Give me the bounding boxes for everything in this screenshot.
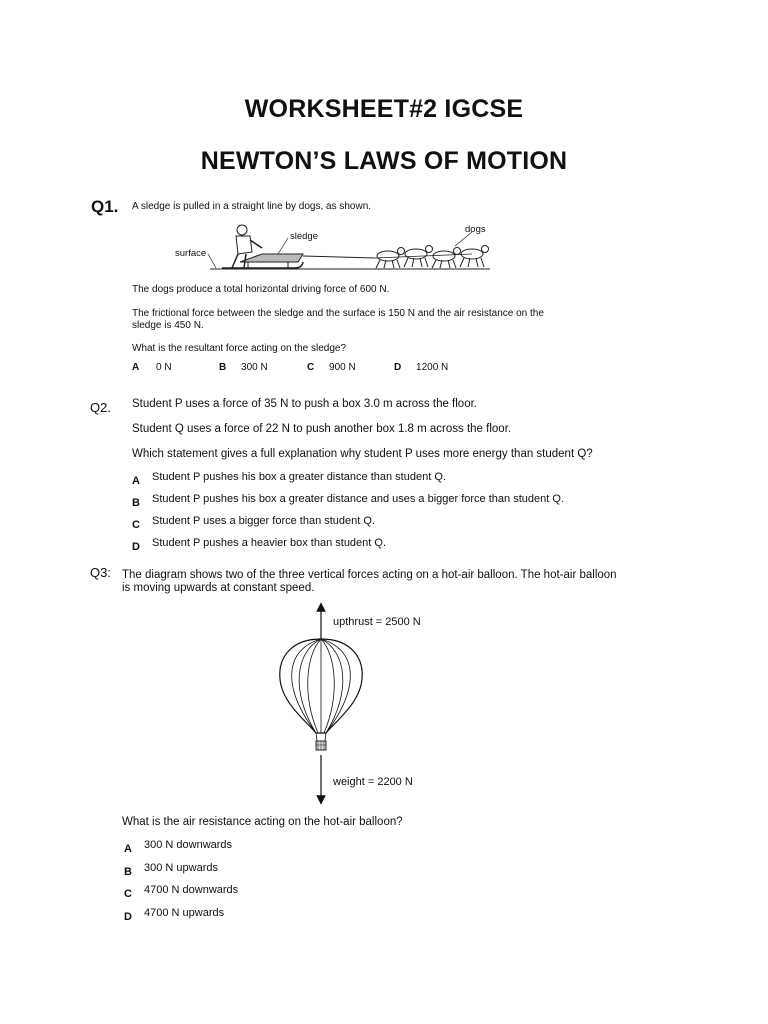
q2-line1: Student P uses a force of 35 N to push a box 3.0 m across the floor. xyxy=(132,398,477,410)
option-letter: C xyxy=(132,519,140,531)
option-letter: B xyxy=(219,362,227,373)
q3-question: What is the air resistance acting on the hot-air balloon? xyxy=(122,816,403,828)
q3-option-c xyxy=(124,884,239,902)
label-dogs: dogs xyxy=(465,224,486,235)
question-number-3: Q3: xyxy=(90,565,111,580)
option-text: 300 N xyxy=(241,362,268,373)
option-text: 900 N xyxy=(329,362,356,373)
option-text: Student P pushes his box a greater distance and uses a bigger force than student Q. xyxy=(152,493,564,505)
option-letter: B xyxy=(124,866,132,878)
q3-intro-line2: is moving upwards at constant speed. xyxy=(122,582,315,594)
option-letter: D xyxy=(124,911,132,923)
q1-para2-line2: sledge is 450 N. xyxy=(132,320,204,331)
q1-option-d xyxy=(394,362,448,373)
hot-air-balloon-diagram xyxy=(270,605,380,805)
q1-option-a xyxy=(132,362,172,373)
option-letter: A xyxy=(132,362,140,373)
q2-line2: Student Q uses a force of 22 N to push another box 1.8 m across the floor. xyxy=(132,423,512,435)
option-text: 300 N upwards xyxy=(144,862,218,874)
option-letter: A xyxy=(132,475,140,487)
q1-option-c xyxy=(307,362,356,373)
label-sledge: sledge xyxy=(290,231,318,242)
upthrust-label: upthrust = 2500 N xyxy=(333,616,421,628)
option-letter: D xyxy=(132,541,140,553)
weight-label: weight = 2200 N xyxy=(333,776,413,788)
option-text: Student P pushes his box a greater distance than student Q. xyxy=(152,471,446,483)
q1-question: What is the resultant force acting on the sledge? xyxy=(132,343,347,354)
option-text: 4700 N upwards xyxy=(144,907,225,919)
q3-option-d xyxy=(124,907,225,925)
question-number-2: Q2. xyxy=(90,400,111,415)
topic-title: NEWTON’S LAWS OF MOTION xyxy=(200,147,568,175)
q2-option-a xyxy=(132,471,446,489)
option-letter: C xyxy=(124,888,132,900)
q1-option-b xyxy=(219,362,268,373)
option-letter: D xyxy=(394,362,402,373)
q3-option-a xyxy=(124,839,233,857)
question-number-1: Q1. xyxy=(91,197,119,216)
option-text: Student P uses a bigger force than student Q. xyxy=(152,515,375,527)
q3-option-b xyxy=(124,862,218,880)
q1-para2-line1: The frictional force between the sledge and the surface is 150 N and the air resistance on the xyxy=(132,308,544,319)
option-letter: B xyxy=(132,497,140,509)
q2-question: Which statement gives a full explanation why student P uses more energy than student Q? xyxy=(132,448,593,460)
option-letter: C xyxy=(307,362,315,373)
q2-option-d xyxy=(132,537,387,555)
q3-intro-line1: The diagram shows two of the three vertical forces acting on a hot-air balloon. The hot-air balloon xyxy=(122,569,617,581)
q1-para1: The dogs produce a total horizontal driving force of 600 N. xyxy=(132,284,390,295)
option-letter: A xyxy=(124,843,132,855)
q1-intro: A sledge is pulled in a straight line by dogs, as shown. xyxy=(132,201,372,212)
worksheet-title: WORKSHEET#2 IGCSE xyxy=(244,95,524,123)
option-text: 4700 N downwards xyxy=(144,884,239,896)
option-text: 0 N xyxy=(156,362,172,373)
sledge-diagram xyxy=(170,218,500,278)
option-text: 1200 N xyxy=(416,362,449,373)
q2-option-c xyxy=(132,515,375,533)
option-text: Student P pushes a heavier box than student Q. xyxy=(152,537,387,549)
label-surface: surface xyxy=(175,248,207,259)
option-text: 300 N downwards xyxy=(144,839,233,851)
q2-option-b xyxy=(132,493,564,511)
